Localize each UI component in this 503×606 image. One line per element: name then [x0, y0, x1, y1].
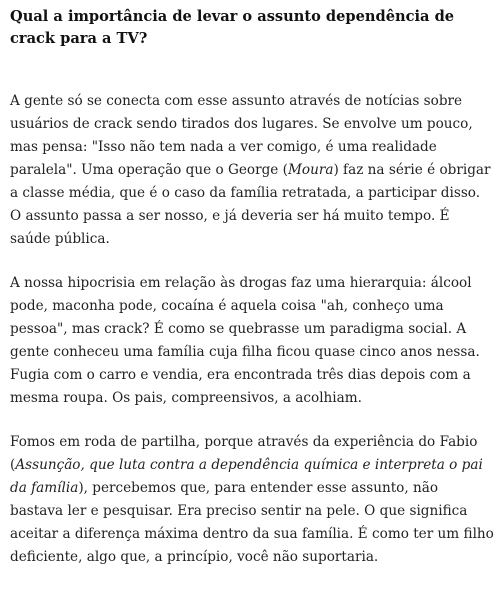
answer-paragraph-1 — [10, 90, 494, 251]
paragraph-3-text-a: Fomos em roda de partilha, porque através da experiência do Fabio ( — [10, 434, 478, 473]
interview-question: Qual a importância de levar o assunto dependência de crack para a TV? — [10, 8, 455, 47]
answer-paragraph-2: A nossa hipocrisia em relação às drogas faz uma hierarquia: álcool pode, maconha pode, cocaína é aquela coisa "ah, conheço uma pessoa", mas crack? É como se quebrasse um paradigma social. A gente conheceu uma família cuja filha ficou quase cinco anos nessa. Fugia com o carro e vendia, era encontrada três dias depois com a mesma roupa. Os pais, compreensivos, a acolhiam. — [10, 275, 480, 406]
answer-paragraph-3 — [10, 431, 494, 569]
paragraph-1-text-a: A gente só se conecta com esse assunto através de notícias sobre usuários de crack sendo tirados dos lugares. Se envolve um pouco, mas pensa: "Isso não tem nada a ver comigo, é uma realidade paralela". Uma operação que o George ( — [10, 93, 473, 178]
paragraph-3-italic: Assunção, que luta contra a dependência química e interpreta o pai da família — [10, 457, 483, 496]
article-body — [0, 6, 494, 569]
paragraph-1-italic: Moura — [287, 162, 334, 178]
paragraph-1-text-c: ) faz na série é obrigar a classe média, que é o caso da família retratada, a participar disso. O assunto passa a ser nosso, e já deveria ser há muito tempo. É saúde pública. — [10, 162, 491, 247]
paragraph-3-text-c: ), percebemos que, para entender esse assunto, não bastava ler e pesquisar. Era preciso sentir na pele. O que significa aceitar a diferença máxima dentro da sua família. É como ter um filho deficiente, algo que, a princípio, você não suportaria. — [10, 480, 494, 565]
